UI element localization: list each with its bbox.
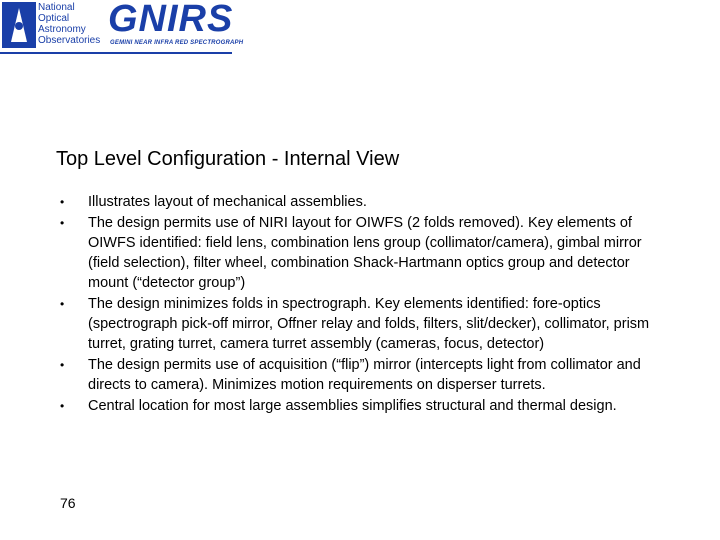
bullet-marker: • [60, 297, 65, 311]
noao-org-name [38, 2, 100, 46]
gnirs-logo-title: GNIRS [108, 0, 234, 40]
org-line: Observatories [38, 35, 101, 46]
bullet-list [60, 192, 660, 417]
bullet-item [60, 192, 660, 212]
bullet-item [60, 294, 660, 354]
header-logo-area [0, 0, 244, 56]
header-divider [0, 52, 232, 54]
bullet-marker: • [60, 358, 65, 372]
org-line: Optical [38, 13, 70, 24]
bullet-text: The design minimizes folds in spectrograph. Key elements identified: fore-optics (spectrograph pick-off mirror, Offner relay and folds, filters, slit/decker), collimator, prism turret, grating turret, camera turret assembly (cameras, focus, detector) [88, 296, 650, 352]
bullet-item [60, 213, 660, 293]
bullet-item [60, 396, 660, 416]
bullet-marker: • [60, 216, 65, 230]
bullet-text: Central location for most large assemblies simplifies structural and thermal design. [88, 398, 617, 414]
bullet-text: The design permits use of NIRI layout for OIWFS (2 folds removed). Key elements of OIWFS identified: field lens, combination lens group (collimator/camera), gimbal mirror (field selection), filter wheel, combination Shack-Hartmann optics group and detector mount (“detector group”) [88, 215, 642, 291]
org-line: Astronomy [38, 24, 86, 35]
bullet-text: Illustrates layout of mechanical assemblies. [88, 194, 367, 210]
bullet-marker: • [60, 195, 65, 209]
page-number: 76 [60, 495, 76, 511]
slide-title: Top Level Configuration - Internal View [56, 148, 400, 170]
noao-logo-icon [2, 2, 36, 48]
bullet-marker: • [60, 399, 65, 413]
bullet-item [60, 355, 660, 395]
org-line: National [38, 2, 75, 13]
bullet-text: The design permits use of acquisition (“flip”) mirror (intercepts light from collimator and directs to camera). Minimizes motion requirements on disperser turrets. [88, 357, 641, 393]
gnirs-logo-subtitle: GEMINI NEAR INFRA RED SPECTROGRAPH [110, 40, 244, 46]
